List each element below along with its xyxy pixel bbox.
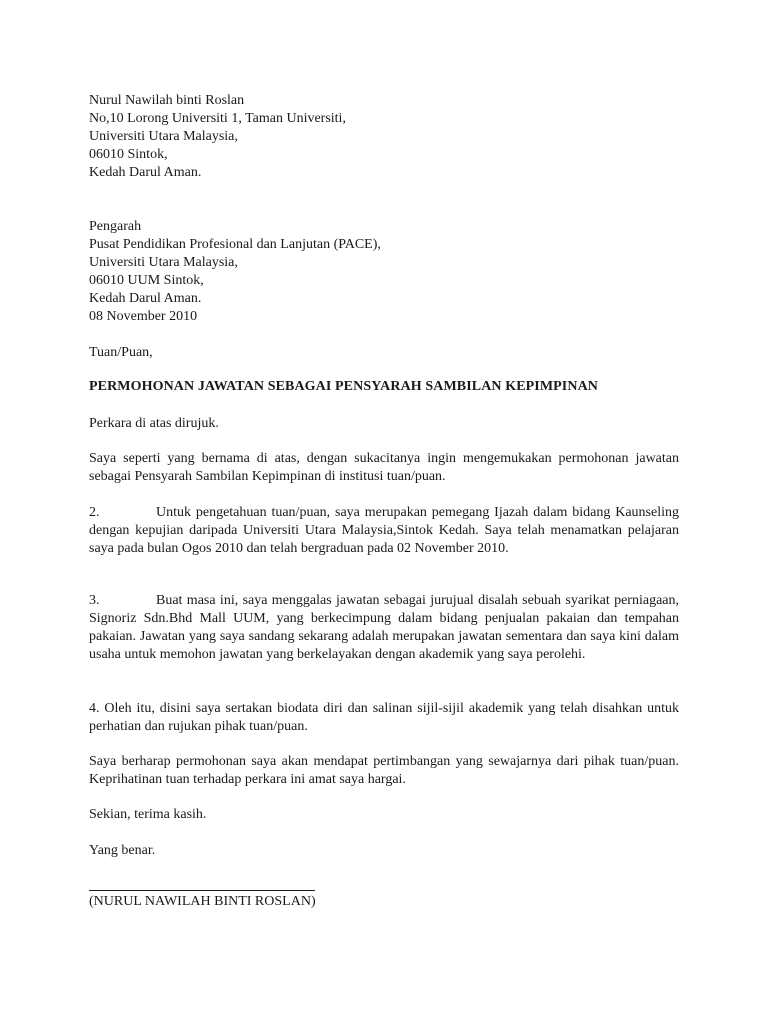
sender-line: Kedah Darul Aman.	[89, 165, 202, 180]
recipient-line: 06010 UUM Sintok,	[89, 273, 204, 288]
paragraph-2	[89, 504, 679, 558]
paragraph-number: 3.	[89, 593, 100, 608]
paragraph-text: Untuk pengetahuan tuan/puan, saya merupakan pemegang Ijazah dalam bidang Kaunseling dengan kepujian daripada Universiti Utara Malaysia,Sintok Kedah. Saya telah menamatkan pelajaran saya pada bulan Ogos 2010 dan telah bergraduan pada 02 November 2010.	[89, 505, 679, 556]
signature-line	[89, 890, 315, 891]
sender-address	[89, 92, 679, 182]
salutation: Tuan/Puan,	[89, 345, 153, 360]
paragraph-3	[89, 592, 679, 664]
sender-line: 06010 Sintok,	[89, 147, 168, 162]
paragraph-4: 4. Oleh itu, disini saya sertakan biodata diri dan salinan sijil-sijil akademik yang telah disahkan untuk perhatian dan rujukan pihak tuan/puan.	[89, 701, 679, 734]
recipient-line: Kedah Darul Aman.	[89, 291, 202, 306]
recipient-address	[89, 218, 679, 326]
sign-off: Yang benar.	[89, 843, 156, 858]
paragraph-number: 2.	[89, 505, 100, 520]
closing-thanks: Sekian, terima kasih.	[89, 807, 207, 822]
sender-line: Nurul Nawilah binti Roslan	[89, 93, 245, 108]
paragraph-5: Saya berharap permohonan saya akan mendapat pertimbangan yang sewajarnya dari pihak tuan/puan. Keprihatinan tuan terhadap perkara ini amat saya hargai.	[89, 754, 679, 787]
intro-paragraph: Saya seperti yang bernama di atas, dengan sukacitanya ingin mengemukakan permohonan jawatan sebagai Pensyarah Sambilan Kepimpinan di institusi tuan/puan.	[89, 451, 679, 484]
reference-line: Perkara di atas dirujuk.	[89, 416, 219, 431]
recipient-line: Pusat Pendidikan Profesional dan Lanjutan (PACE),	[89, 237, 381, 252]
sender-line: No,10 Lorong Universiti 1, Taman Universiti,	[89, 111, 346, 126]
signature-name: (NURUL NAWILAH BINTI ROSLAN)	[89, 894, 316, 909]
letter-date: 08 November 2010	[89, 309, 198, 324]
paragraph-text: Buat masa ini, saya menggalas jawatan sebagai jurujual disalah sebuah syarikat perniagaan, Signoriz Sdn.Bhd Mall UUM, yang berkecimpung dalam bidang penjualan pakaian dan tempahan pakaian. Jawatan yang saya sandang sekarang adalah merupakan jawatan sementara dan saya kini dalam usaha untuk memohon jawatan yang berkelayakan dengan akademik yang saya perolehi.	[89, 593, 679, 662]
recipient-line: Pengarah	[89, 219, 142, 234]
recipient-line: Universiti Utara Malaysia,	[89, 255, 238, 270]
subject-heading: PERMOHONAN JAWATAN SEBAGAI PENSYARAH SAMBILAN KEPIMPINAN	[89, 379, 598, 394]
sender-line: Universiti Utara Malaysia,	[89, 129, 238, 144]
